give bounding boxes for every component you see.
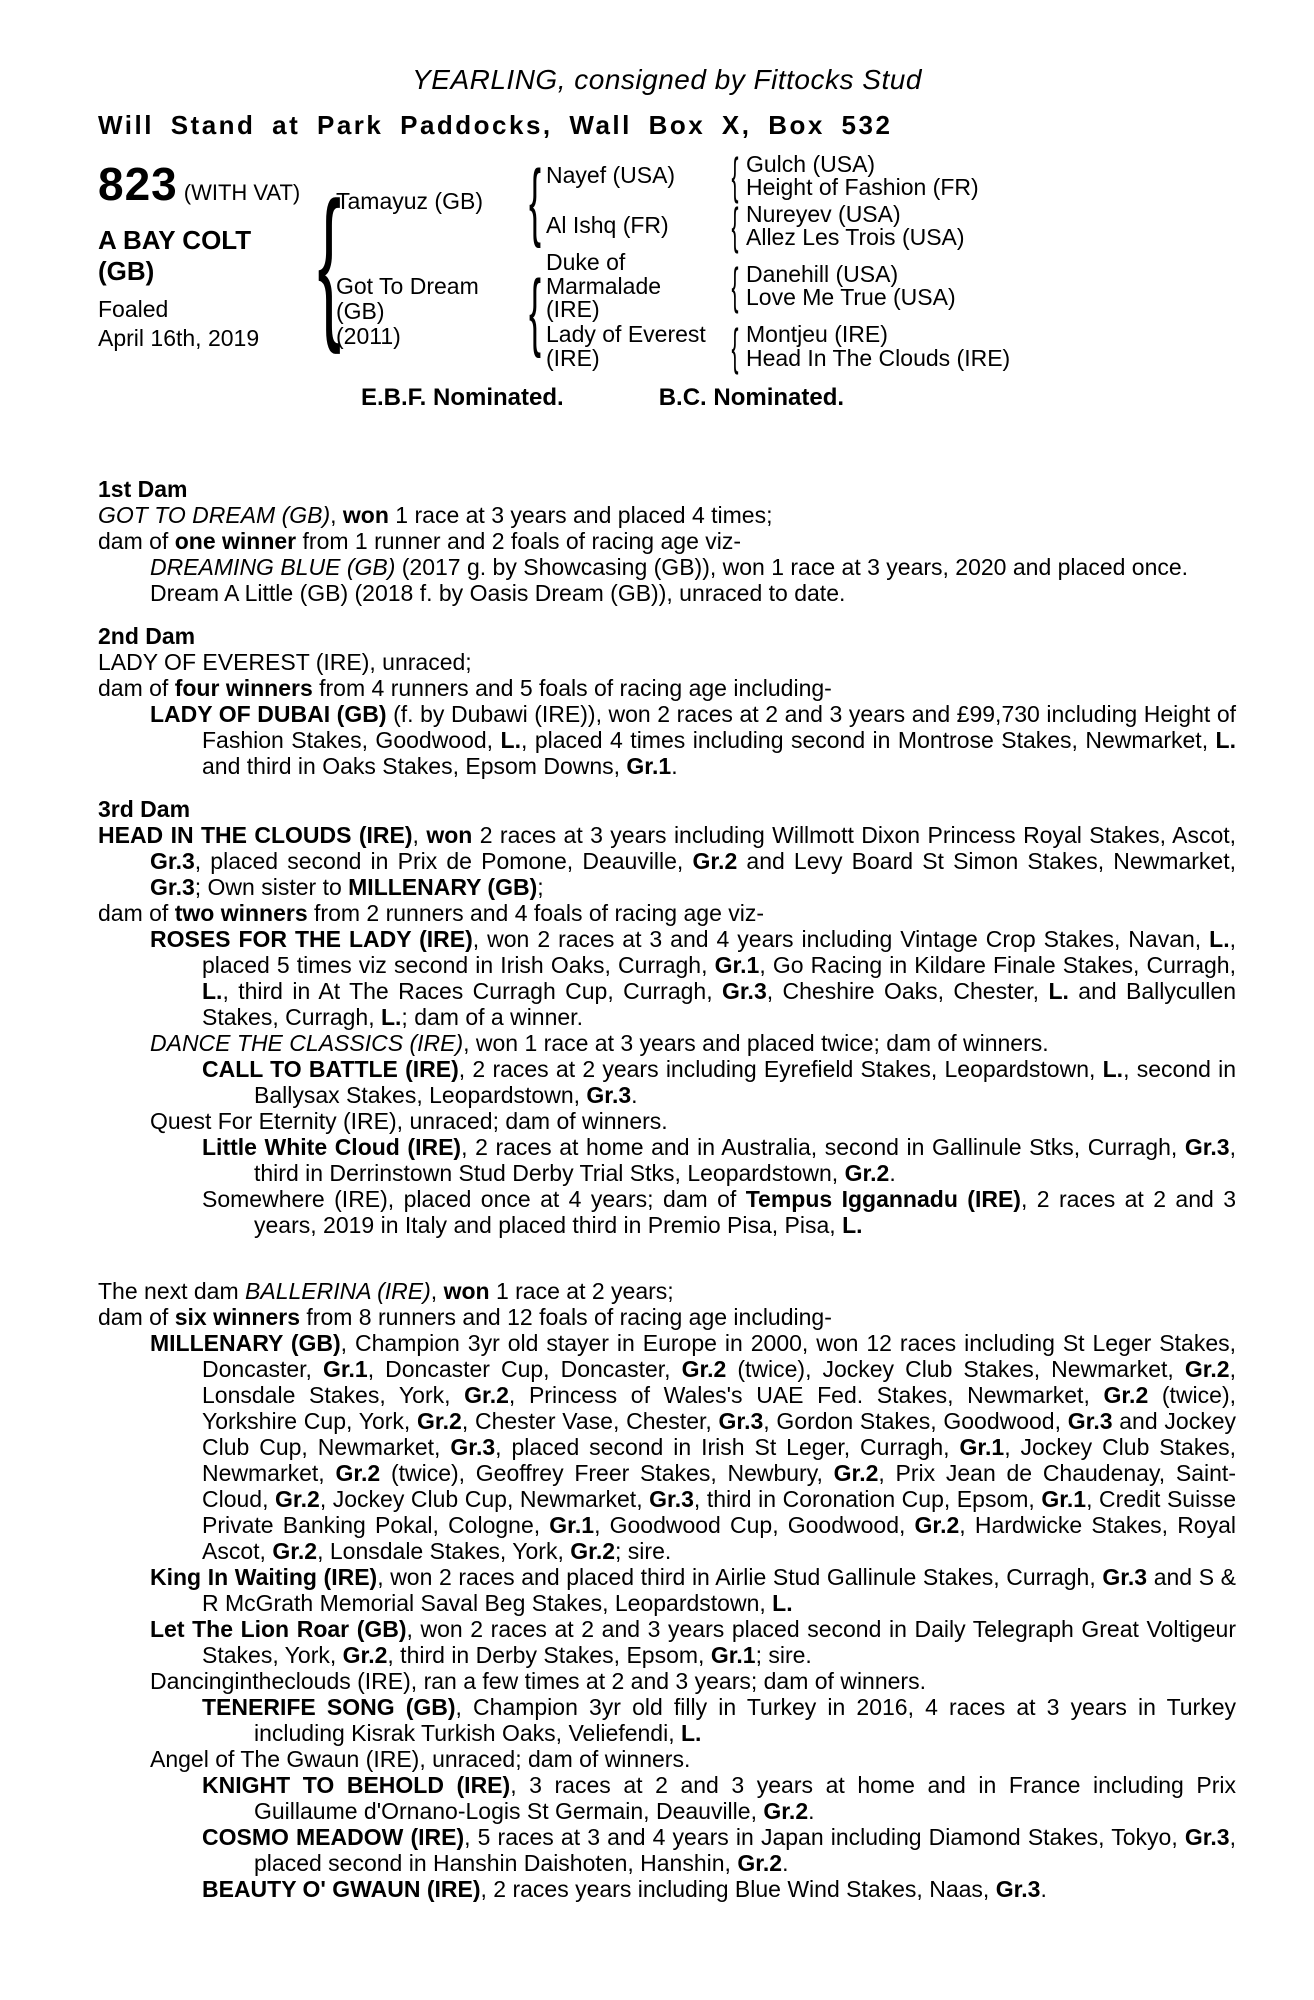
dam-section [98,1278,1236,1902]
pedigree-parents [336,148,1236,375]
pedigree-brace-gen2-icon: { [528,263,542,360]
foaled-date: April 16th, 2019 [98,325,260,351]
pedigree-paragraph: LADY OF EVEREST (IRE), unraced; [98,648,472,675]
pedigree-brace-gen3-icon: { [731,148,739,204]
dam-section [98,796,1236,1238]
ebf-nomination: E.B.F. Nominated. [361,383,564,411]
pedigree-paragraph: dam of one winner from 1 runner and 2 foals of racing age viz- [98,527,742,554]
pedigree-paragraph: HEAD IN THE CLOUDS (IRE), won 2 races at 3 years including Willmott Dixon Princess Royal Stakes, Ascot, Gr.3, placed second in Prix de Pomone, Deauville, Gr.2 and Levy Board St Simon Stakes, Newmarket, Gr.3; Own sister to MILLENARY (GB); [98,821,1237,900]
lot-column [98,151,310,372]
lot-row [98,157,310,211]
great-grandsire-name: Danehill (USA) [746,260,899,287]
pedigree-paragraph: Quest For Eternity (IRE), unraced; dam of winners. [150,1107,668,1134]
section-heading: 3rd Dam [98,795,191,822]
sire-dam-branch [546,198,1236,254]
pedigree-paragraph: LADY OF DUBAI (GB) (f. by Dubawi (IRE)), won 2 races at 2 and 3 years and £99,730 including Height of Fashion Stakes, Goodwood, L., placed 4 times including second in Montrose Stakes, Newmarket, L. and third in Oaks Stakes, Epsom Downs, Gr.1. [150,700,1237,779]
great-grandsire-name: Nureyev (USA) [746,200,901,227]
dam-sire-name: Duke of Marmalade (IRE) [546,249,662,322]
pedigree-paragraph: TENERIFE SONG (GB), Champion 3yr old filly in Turkey in 2016, 4 races at 3 years in Turkey including Kisrak Turkish Oaks, Veliefendi, L. [202,1693,1237,1746]
dam-name: Got To Dream (GB) (2011) [336,272,479,349]
pedigree-brace-gen3-icon: { [731,318,739,375]
stand-location-line: Will Stand at Park Paddocks, Wall Box X, Box 532 [98,110,893,140]
great-grandsire-name: Montjeu (IRE) [746,321,888,347]
pedigree-paragraph: dam of six winners from 8 runners and 12 foals of racing age including- [98,1303,832,1330]
foaled-label: Foaled [98,296,169,322]
pedigree-paragraph: dam of four winners from 4 runners and 5 foals of racing age including- [98,674,832,701]
pedigree-brace-gen3-icon: { [731,198,739,254]
pedigree-paragraph: MILLENARY (GB), Champion 3yr old stayer in Europe in 2000, won 12 races including St Leger Stakes, Doncaster, Gr.1, Doncaster Cup, Doncaster, Gr.2 (twice), Jockey Club Stakes, Newmarket, Gr.2, Lonsdale Stakes, York, Gr.2, Princess of Wales's UAE Fed. Stakes, Newmarket, Gr.2 (twice), Yorkshire Cup, York, Gr.2, Chester Vase, Chester, Gr.3, Gordon Stakes, Goodwood, Gr.3 and Jockey Club Cup, Newmarket, Gr.3, placed second in Irish St Leger, Curragh, Gr.1, Jockey Club Stakes, Newmarket, Gr.2 (twice), Geoffrey Freer Stakes, Newbury, Gr.2, Prix Jean de Chaudenay, Saint-Cloud, Gr.2, Jockey Club Cup, Newmarket, Gr.3, third in Coronation Cup, Epsom, Gr.1, Credit Suisse Private Banking Pokal, Cologne, Gr.1, Goodwood Cup, Goodwood, Gr.2, Hardwicke Stakes, Royal Ascot, Gr.2, Lonsdale Stakes, York, Gr.2; sire. [150,1329,1237,1564]
pedigree-paragraph: Dream A Little (GB) (2018 f. by Oasis Dream (GB)), unraced to date. [150,579,846,606]
horse-name: A BAY COLT (GB) [98,225,252,286]
vat-note: (WITH VAT) [183,180,301,205]
sire-name: Tamayuz (GB) [336,187,483,214]
great-granddam-name: Height of Fashion (FR) [746,174,979,200]
consignment-title: YEARLING, consigned by Fittocks Stud [412,64,922,95]
dam-dam-branch [546,318,1236,375]
lot-number: 823 [98,158,178,210]
pedigree-paragraph: The next dam BALLERINA (IRE), won 1 race at 2 years; [98,1277,674,1304]
pedigree-paragraph: King In Waiting (IRE), won 2 races and placed third in Airlie Stud Gallinule Stakes, Curragh, Gr.3 and S & R McGrath Memorial Saval Beg Stakes, Leopardstown, L. [150,1563,1236,1616]
pedigree-paragraph: dam of two winners from 2 runners and 4 foals of racing age viz- [98,899,765,926]
pedigree-paragraph: ROSES FOR THE LADY (IRE), won 2 races at 3 and 4 years including Vintage Crop Stakes, Navan, L., placed 5 times viz second in Irish Oaks, Curragh, Gr.1, Go Racing in Kildare Finale Stakes, Curragh, L., third in At The Races Curragh Cup, Curragh, Gr.3, Cheshire Oaks, Chester, L. and Ballycullen Stakes, Curragh, L.; dam of a winner. [150,925,1236,1030]
nominations-line [98,384,1236,412]
great-granddam-name: Love Me True (USA) [746,284,956,311]
pedigree-paragraph: CALL TO BATTLE (IRE), 2 races at 2 years including Eyrefield Stakes, Leopardstown, L., second in Ballysax Stakes, Leopardstown, Gr.3. [202,1055,1236,1108]
pedigree-paragraph: DREAMING BLUE (GB) (2017 g. by Showcasing (GB)), won 1 race at 3 years, 2020 and placed once. [150,553,1189,580]
pedigree-paragraph: Let The Lion Roar (GB), won 2 races at 2 and 3 years placed second in Daily Telegraph Great Voltigeur Stakes, York, Gr.2, third in Derby Stakes, Epsom, Gr.1; sire. [150,1615,1236,1668]
sire-dam-name: Al Ishq (FR) [546,212,669,239]
pedigree-paragraph: Little White Cloud (IRE), 2 races at home and in Australia, second in Gallinule Stks, Curragh, Gr.3, third in Derrinstown Stud Derby Trial Stks, Leopardstown, Gr.2. [202,1133,1236,1186]
pedigree-paragraph: BEAUTY O' GWAUN (IRE), 2 races years including Blue Wind Stakes, Naas, Gr.3. [202,1875,1047,1902]
great-granddam-name: Allez Les Trois (USA) [746,224,965,250]
pedigree-paragraph: Angel of The Gwaun (IRE), unraced; dam of winners. [150,1745,691,1772]
sire-sire-branch [546,148,1236,204]
dam-section [98,476,1236,606]
sire-sire-name: Nayef (USA) [546,162,676,189]
pedigree-paragraph: COSMO MEADOW (IRE), 5 races at 3 and 4 years in Japan including Diamond Stakes, Tokyo, Gr.3, placed second in Hanshin Daishoten, Hanshin, Gr.2. [202,1823,1236,1876]
dam-section [98,623,1236,779]
dam-dam-name: Lady of Everest (IRE) [546,321,706,371]
bc-nomination: B.C. Nominated. [658,383,845,411]
sire-branch [336,148,1236,254]
pedigree-paragraph: GOT TO DREAM (GB), won 1 race at 3 years and placed 4 times; [98,501,773,528]
great-grandsire-name: Gulch (USA) [746,150,876,177]
pedigree-paragraph: Somewhere (IRE), placed once at 4 years; dam of Tempus Iggannadu (IRE), 2 races at 2 and 3 years, 2019 in Italy and placed third in Premio Pisa, Pisa, L. [202,1185,1237,1238]
section-heading: 1st Dam [98,475,188,502]
pedigree-paragraph: KNIGHT TO BEHOLD (IRE), 3 races at 2 and 3 years at home and in France including Prix Guillaume d'Ornano-Logis St Germain, Deauville, Gr.2. [202,1771,1236,1824]
dam-sire-branch [546,251,1236,322]
great-granddam-name: Head In The Clouds (IRE) [746,344,1011,371]
pedigree-table [98,148,1236,375]
dam-branch [336,249,1236,375]
pedigree-paragraph: Dancingintheclouds (IRE), ran a few times at 2 and 3 years; dam of winners. [150,1667,926,1694]
dam-sections [98,476,1236,1902]
pedigree-paragraph: DANCE THE CLASSICS (IRE), won 1 race at 3 years and placed twice; dam of winners. [150,1029,1049,1056]
pedigree-brace-gen2-icon: { [528,153,542,249]
pedigree-brace-gen1-icon: { [317,167,342,356]
pedigree-brace-gen3-icon: { [731,258,739,315]
section-heading: 2nd Dam [98,622,196,649]
